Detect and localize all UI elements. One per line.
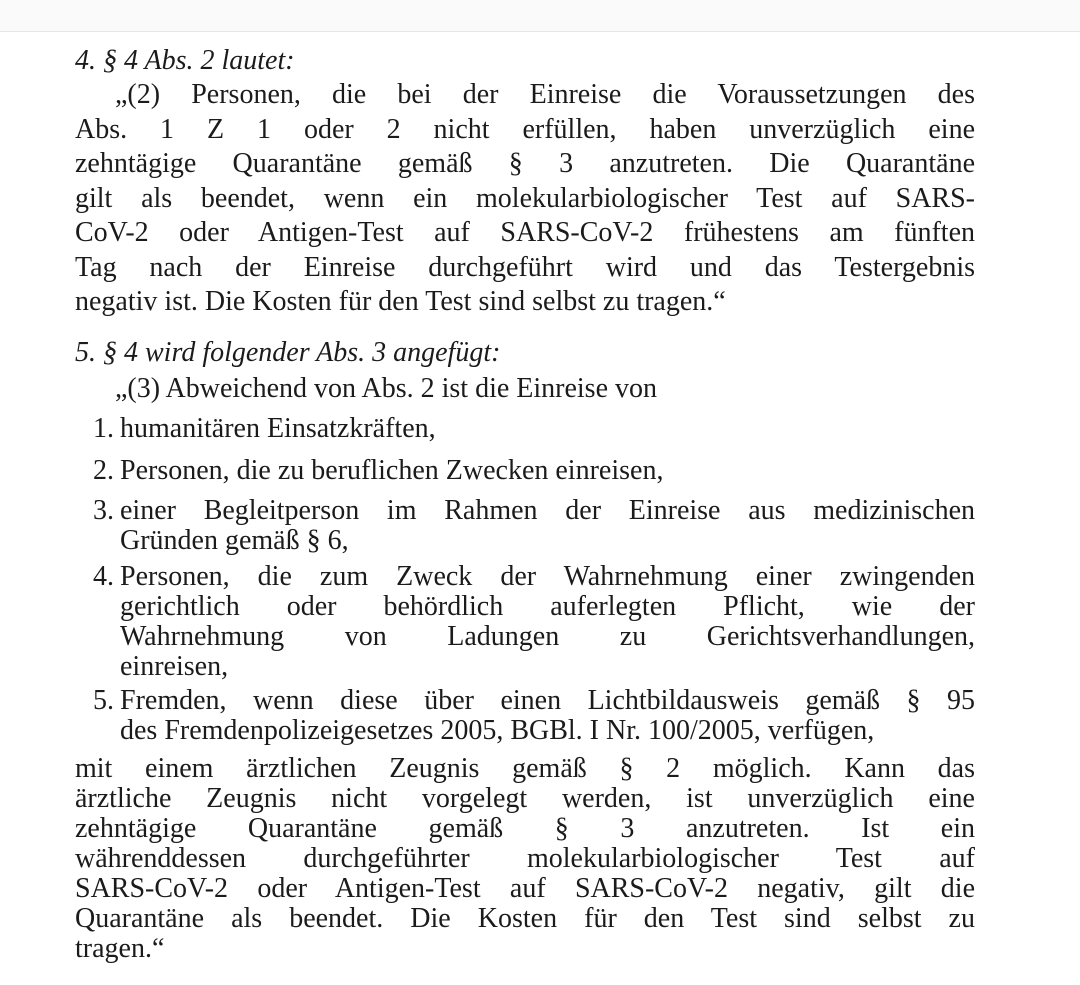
amendment-heading-4: 4. § 4 Abs. 2 lautet: bbox=[75, 45, 295, 76]
top-bar bbox=[0, 0, 1080, 32]
text-line: Quarantäne als beendet. Die Kosten für den Test sind selbst zu bbox=[75, 902, 975, 934]
list-item-5 bbox=[75, 686, 975, 746]
text-line: „(2) Personen, die bei der Einreise die Voraussetzungen des bbox=[115, 79, 975, 110]
list-item-4 bbox=[75, 562, 975, 682]
text-line: ärztliche Zeugnis nicht vorgelegt werden, ist unverzüglich eine bbox=[75, 782, 975, 814]
item-number-3: 3. bbox=[93, 494, 114, 526]
text-line: zehntägige Quarantäne gemäß § 3 anzutreten. Ist ein bbox=[75, 812, 975, 844]
text-line: Wahrnehmung von Ladungen zu Gerichtsverhandlungen, bbox=[120, 620, 975, 652]
text-line: Tag nach der Einreise durchgeführt wird und das Testergebnis bbox=[75, 251, 975, 283]
text-line: gilt als beendet, wenn ein molekularbiologischer Test auf SARS- bbox=[75, 182, 975, 214]
text-line: Gründen gemäß § 6, bbox=[120, 524, 349, 556]
numbered-list bbox=[75, 414, 975, 746]
abs3-intro-line: „(3) Abweichend von Abs. 2 ist die Einreise von bbox=[115, 372, 658, 404]
list-item-1 bbox=[75, 414, 975, 444]
item-number-2: 2. bbox=[93, 454, 114, 486]
item-number-1: 1. bbox=[93, 412, 114, 444]
text-line: mit einem ärztlichen Zeugnis gemäß § 2 möglich. Kann das bbox=[75, 752, 975, 784]
text-line: Fremden, wenn diese über einen Lichtbildausweis gemäß § 95 bbox=[120, 684, 975, 716]
text-line: währenddessen durchgeführter molekularbiologischer Test auf bbox=[75, 842, 975, 874]
text-line: CoV-2 oder Antigen-Test auf SARS-CoV-2 frühestens am fünften bbox=[75, 217, 975, 248]
amendment-heading-5: 5. § 4 wird folgender Abs. 3 angefügt: bbox=[75, 336, 501, 368]
list-item-2 bbox=[75, 456, 975, 486]
list-item-1-text bbox=[120, 414, 975, 444]
text-line: negativ ist. Die Kosten für den Test sind selbst zu tragen.“ bbox=[75, 286, 726, 317]
text-line: zehntägige Quarantäne gemäß § 3 anzutreten. Die Quarantäne bbox=[75, 148, 975, 179]
text-line: SARS-CoV-2 oder Antigen-Test auf SARS-CoV-2 negativ, gilt die bbox=[75, 872, 975, 904]
text-line: tragen.“ bbox=[75, 932, 165, 964]
closing-paragraph bbox=[75, 754, 975, 964]
quoted-paragraph-abs2 bbox=[75, 78, 975, 320]
text-line: einer Begleitperson im Rahmen der Einreise aus medizinischen bbox=[120, 494, 975, 526]
item-number-4: 4. bbox=[93, 560, 114, 592]
text-line: Personen, die zu beruflichen Zwecken einreisen, bbox=[120, 454, 664, 486]
list-item-5-text bbox=[120, 686, 975, 746]
list-item-3-text bbox=[120, 496, 975, 556]
list-item-4-text bbox=[120, 562, 975, 682]
document-page bbox=[0, 32, 1080, 964]
list-item-3 bbox=[75, 496, 975, 556]
text-line: Personen, die zum Zweck der Wahrnehmung einer zwingenden bbox=[120, 560, 975, 592]
text-line: Abs. 1 Z 1 oder 2 nicht erfüllen, haben unverzüglich eine bbox=[75, 113, 975, 145]
text-line: gerichtlich oder behördlich auferlegten Pflicht, wie der bbox=[120, 590, 975, 622]
text-line: humanitären Einsatzkräften, bbox=[120, 412, 436, 444]
text-line: des Fremdenpolizeigesetzes 2005, BGBl. I Nr. 100/2005, verfügen, bbox=[120, 714, 875, 746]
text-line: einreisen, bbox=[120, 650, 229, 682]
list-item-2-text bbox=[120, 456, 975, 486]
item-number-5: 5. bbox=[93, 684, 114, 716]
